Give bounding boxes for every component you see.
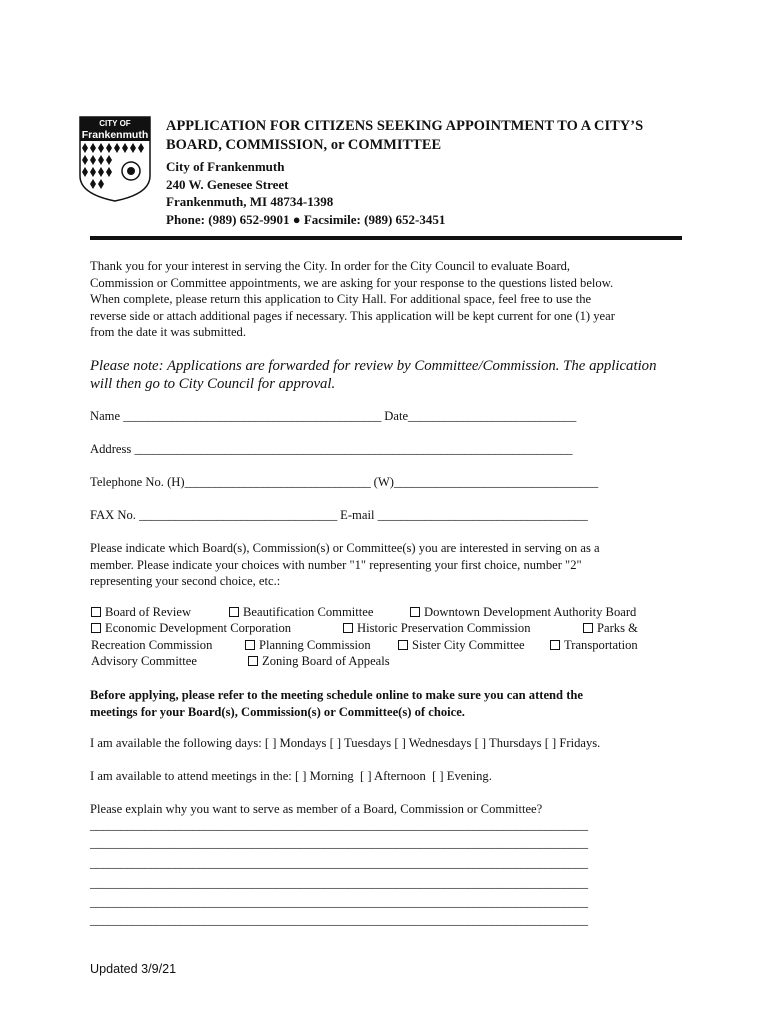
address-field[interactable]: _________________________________________________________________________ [134, 442, 573, 456]
intro-line: Commission or Committee appointments, we are asking for your response to the questions listed below. [90, 275, 614, 290]
org-name: City of Frankenmuth [166, 159, 285, 174]
telephone-row [90, 475, 598, 490]
telephone-home-label: Telephone No. (H) [90, 475, 185, 489]
explain-answer-line[interactable]: ___________________________________________________________________________________ [90, 913, 588, 927]
day-option-monday[interactable]: [ ] Mondays [264, 736, 327, 750]
date-field[interactable]: ____________________________ [408, 409, 576, 423]
email-label: E-mail [340, 508, 375, 522]
review-note [90, 357, 656, 393]
parks-label-continued: Recreation Commission [91, 638, 213, 652]
board-option-zoning[interactable] [248, 654, 390, 669]
checkbox[interactable] [583, 623, 593, 633]
explain-answer-line[interactable]: ___________________________________________________________________________________ [90, 818, 588, 832]
phone-fax: Phone: (989) 652-9901 ● Facsimile: (989) 652-3451 [166, 211, 446, 227]
board-option-edc[interactable] [91, 621, 291, 636]
city-seal-icon [79, 116, 151, 202]
checkbox[interactable] [343, 623, 353, 633]
name-field[interactable]: ___________________________________________ [123, 409, 382, 423]
schedule-note [90, 687, 583, 720]
form-title-line2: BOARD, COMMISSION, or COMMITTEE [166, 137, 442, 153]
checkbox[interactable] [248, 656, 258, 666]
svg-text:CITY OF: CITY OF [99, 119, 131, 128]
schedule-note-line: meetings for your Board(s), Commission(s) or Committee(s) of choice. [90, 704, 465, 719]
checkbox[interactable] [245, 640, 255, 650]
board-label: Board of Review [105, 605, 192, 619]
intro-line: Thank you for your interest in serving the City. In order for the City Council to evaluate Board, [90, 259, 571, 273]
email-field[interactable]: ___________________________________ [377, 508, 588, 522]
intro-line: from the date it was submitted. [90, 325, 246, 339]
board-label: Historic Preservation Commission [357, 621, 531, 635]
day-option-thursday[interactable]: [ ] Thursdays [474, 736, 542, 750]
checkbox[interactable] [550, 640, 560, 650]
explain-answer-line[interactable]: ___________________________________________________________________________________ [90, 836, 588, 850]
form-header [166, 117, 726, 228]
board-label: Beautification Committee [243, 605, 374, 619]
board-option-transportation[interactable] [550, 638, 638, 653]
intro-line: When complete, please return this application to City Hall. For additional space, feel free to use the [90, 292, 592, 306]
checkbox[interactable] [398, 640, 408, 650]
explain-question: Please explain why you want to serve as member of a Board, Commission or Committee? [90, 802, 543, 816]
telephone-home-field[interactable]: _______________________________ [184, 475, 371, 489]
board-option-sister-city[interactable] [398, 638, 525, 653]
board-option-board-of-review[interactable] [91, 605, 191, 620]
times-label: I am available to attend meetings in the: [90, 769, 292, 783]
time-option-morning[interactable]: [ ] Morning [294, 769, 354, 783]
explain-answer-line[interactable]: ___________________________________________________________________________________ [90, 895, 588, 909]
telephone-work-label: (W) [373, 475, 394, 489]
boards-instructions [90, 540, 600, 590]
board-option-parks[interactable] [583, 621, 638, 636]
board-option-dda[interactable] [410, 605, 636, 620]
checkbox[interactable] [229, 607, 239, 617]
board-option-historic[interactable] [343, 621, 531, 636]
fax-label: FAX No. [90, 508, 136, 522]
telephone-work-field[interactable]: __________________________________ [393, 475, 598, 489]
time-option-evening[interactable]: [ ] Evening. [432, 769, 492, 783]
checkbox[interactable] [91, 623, 101, 633]
availability-times-row [90, 769, 492, 784]
city-logo [79, 116, 151, 202]
instructions-line: representing your second choice, etc.: [90, 574, 281, 588]
fax-field[interactable]: _________________________________ [139, 508, 338, 522]
address-row [90, 442, 572, 457]
explain-answer-line[interactable]: ___________________________________________________________________________________ [90, 876, 588, 890]
day-option-wednesday[interactable]: [ ] Wednesdays [394, 736, 472, 750]
day-option-tuesday[interactable]: [ ] Tuesdays [329, 736, 392, 750]
days-label: I am available the following days: [90, 736, 262, 750]
date-label: Date [384, 409, 409, 423]
city-state-zip: Frankenmuth, MI 48734-1398 [166, 194, 334, 209]
schedule-note-line: Before applying, please refer to the meeting schedule online to make sure you can attend the [90, 688, 583, 702]
board-label: Economic Development Corporation [105, 621, 292, 635]
board-option-planning[interactable] [245, 638, 371, 653]
time-option-afternoon[interactable]: [ ] Afternoon [360, 769, 426, 783]
intro-line: reverse side or attach additional pages if necessary. This application will be kept current for one (1) year [90, 308, 615, 323]
instructions-line: member. Please indicate your choices with number "1" representing your first choice, number "2" [90, 557, 582, 572]
board-option-beautification[interactable] [229, 605, 373, 620]
checkbox[interactable] [91, 607, 101, 617]
form-title-line1: APPLICATION FOR CITIZENS SEEKING APPOINTMENT TO A CITY’S [166, 118, 644, 134]
address-label: Address [90, 442, 132, 456]
board-label: Downtown Development Authority Board [424, 605, 637, 619]
svg-text:Frankenmuth: Frankenmuth [81, 129, 149, 141]
board-label: Transportation [564, 638, 638, 652]
transportation-label-continued: Advisory Committee [91, 654, 197, 668]
fax-email-row [90, 508, 588, 523]
day-option-friday[interactable]: [ ] Fridays. [544, 736, 601, 750]
availability-days-row [90, 736, 600, 751]
checkbox[interactable] [410, 607, 420, 617]
board-label: Sister City Committee [412, 638, 525, 652]
instructions-line: Please indicate which Board(s), Commission(s) or Committee(s) you are interested in serving on as a [90, 541, 600, 555]
explain-answer-line[interactable]: ___________________________________________________________________________________ [90, 856, 588, 870]
board-label: Parks & [597, 621, 638, 635]
header-divider [90, 236, 682, 240]
updated-date: Updated 3/9/21 [90, 962, 177, 976]
note-line: will then go to City Council for approval. [90, 376, 336, 392]
name-date-row [90, 409, 576, 424]
name-label: Name [90, 409, 121, 423]
board-label: Zoning Board of Appeals [262, 654, 390, 668]
intro-paragraph [90, 258, 615, 341]
note-line: Please note: Applications are forwarded for review by Committee/Commission. The application [90, 358, 657, 374]
board-label: Planning Commission [259, 638, 371, 652]
street-address: 240 W. Genesee Street [166, 176, 289, 192]
